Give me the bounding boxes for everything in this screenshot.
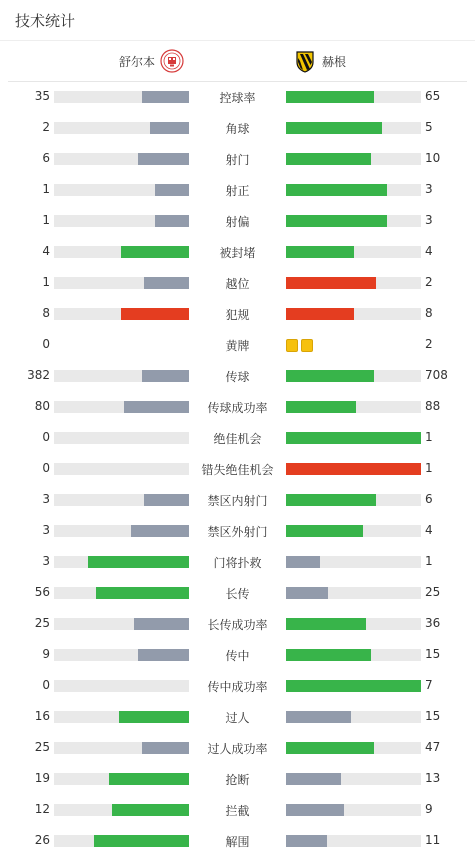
stat-label: 门将扑救 <box>213 556 262 570</box>
away-stat-bar <box>286 153 421 165</box>
home-stat-bar <box>54 401 189 413</box>
away-stat-bar <box>286 525 421 537</box>
home-stat-bar <box>54 711 189 723</box>
home-stat-value: 56 <box>34 585 50 599</box>
home-stat-value: 3 <box>42 554 50 568</box>
away-stat-bar-fill <box>286 463 421 475</box>
away-stat-value: 15 <box>425 647 441 661</box>
away-stat-bar <box>286 401 421 413</box>
stat-label: 传球成功率 <box>207 401 268 415</box>
home-stat-bar-fill <box>134 618 189 630</box>
home-stat-value: 12 <box>34 802 50 816</box>
home-stat-bar <box>54 587 189 599</box>
home-stat-value: 80 <box>34 399 50 413</box>
stat-label: 传中成功率 <box>207 680 268 694</box>
away-stat-value: 1 <box>425 461 433 475</box>
home-stat-bar-fill <box>121 308 189 320</box>
home-stat-bar <box>54 184 189 196</box>
away-stat-bar <box>286 122 421 134</box>
stat-label: 射正 <box>225 184 250 198</box>
away-stat-bar-fill <box>286 587 328 599</box>
stat-row <box>0 609 475 640</box>
stat-label: 绝佳机会 <box>213 432 262 446</box>
away-stat-value: 1 <box>425 430 433 444</box>
stat-label: 传中 <box>225 649 250 663</box>
home-stat-bar <box>54 649 189 661</box>
away-stat-value: 3 <box>425 182 433 196</box>
away-stat-bar <box>286 804 421 816</box>
away-stat-bar-fill <box>286 308 354 320</box>
stat-label: 长传成功率 <box>207 618 268 632</box>
away-yellow-cards <box>286 339 313 352</box>
away-stat-bar-fill <box>286 370 374 382</box>
away-stat-bar-fill <box>286 401 356 413</box>
home-stat-value: 19 <box>34 771 50 785</box>
home-stat-bar <box>54 463 189 475</box>
home-stat-bar-fill <box>144 494 189 506</box>
away-stat-value: 3 <box>425 213 433 227</box>
home-stat-bar-fill <box>138 649 189 661</box>
home-stat-bar <box>54 742 189 754</box>
away-stat-value: 47 <box>425 740 441 754</box>
home-stat-value: 0 <box>42 678 50 692</box>
away-stat-bar-fill <box>286 556 320 568</box>
home-stat-bar-fill <box>119 711 189 723</box>
home-stat-bar-fill <box>142 370 189 382</box>
away-stat-value: 708 <box>425 368 448 382</box>
away-stat-bar <box>286 184 421 196</box>
home-stat-value: 26 <box>34 833 50 847</box>
away-stat-bar-fill <box>286 184 387 196</box>
home-stat-bar-fill <box>142 91 189 103</box>
stat-label: 抢断 <box>225 773 250 787</box>
home-stat-bar <box>54 494 189 506</box>
away-stat-bar-fill <box>286 711 351 723</box>
away-stat-bar-fill <box>286 122 382 134</box>
stat-row <box>0 392 475 423</box>
away-stat-bar-fill <box>286 835 327 847</box>
away-stat-bar <box>286 773 421 785</box>
home-stat-value: 16 <box>34 709 50 723</box>
home-stat-bar <box>54 680 189 692</box>
home-stat-bar-fill <box>150 122 189 134</box>
home-stat-bar <box>54 122 189 134</box>
stat-label: 被封堵 <box>219 246 256 260</box>
away-stat-value: 88 <box>425 399 441 413</box>
home-stat-value: 2 <box>42 120 50 134</box>
away-stat-value: 25 <box>425 585 441 599</box>
away-stat-bar <box>286 742 421 754</box>
stat-label: 长传 <box>225 587 250 601</box>
home-stat-value: 1 <box>42 182 50 196</box>
stat-label: 拦截 <box>225 804 250 818</box>
stat-row <box>0 671 475 702</box>
away-stat-value: 5 <box>425 120 433 134</box>
away-stat-value: 6 <box>425 492 433 506</box>
teams-header <box>8 41 467 82</box>
stat-row <box>0 516 475 547</box>
home-stat-value: 0 <box>42 461 50 475</box>
home-stat-value: 382 <box>27 368 50 382</box>
stat-label: 射门 <box>225 153 250 167</box>
away-stat-bar <box>286 494 421 506</box>
stat-row <box>0 330 475 361</box>
away-stat-value: 9 <box>425 802 433 816</box>
stat-row <box>0 206 475 237</box>
stat-row <box>0 113 475 144</box>
home-stat-bar <box>54 277 189 289</box>
away-stat-bar-fill <box>286 742 374 754</box>
stat-row <box>0 733 475 764</box>
stat-row <box>0 547 475 578</box>
home-stat-value: 35 <box>34 89 50 103</box>
home-stat-bar-fill <box>112 804 189 816</box>
stat-row <box>0 175 475 206</box>
stat-label: 禁区外射门 <box>207 525 268 539</box>
away-stat-bar <box>286 618 421 630</box>
home-stat-bar <box>54 556 189 568</box>
stat-row <box>0 454 475 485</box>
stats-list <box>0 82 475 857</box>
home-stat-bar-fill <box>96 587 189 599</box>
home-stat-value: 6 <box>42 151 50 165</box>
stat-label: 犯规 <box>225 308 250 322</box>
home-stat-bar <box>54 432 189 444</box>
stat-row <box>0 826 475 857</box>
home-stat-bar <box>54 153 189 165</box>
yellow-card-icon <box>286 339 298 352</box>
away-stat-value: 2 <box>425 337 433 351</box>
away-stat-value: 7 <box>425 678 433 692</box>
home-stat-value: 3 <box>42 492 50 506</box>
stat-row <box>0 82 475 113</box>
home-stat-bar <box>54 525 189 537</box>
home-stat-bar <box>54 835 189 847</box>
home-stat-bar-fill <box>144 277 189 289</box>
page-title: 技术统计 <box>15 11 76 30</box>
home-stat-bar-fill <box>131 525 189 537</box>
stat-row <box>0 485 475 516</box>
away-team-crest-icon <box>293 49 317 73</box>
away-stat-value: 11 <box>425 833 441 847</box>
away-stat-bar <box>286 246 421 258</box>
away-stat-bar-fill <box>286 804 344 816</box>
home-stat-bar-fill <box>88 556 189 568</box>
stat-row <box>0 423 475 454</box>
home-stat-bar-fill <box>109 773 189 785</box>
stat-label: 解围 <box>225 835 250 849</box>
away-team-name: 赫根 <box>322 54 347 69</box>
home-team-crest-icon <box>160 49 184 73</box>
stat-row <box>0 299 475 330</box>
home-stat-bar-fill <box>155 215 189 227</box>
home-stat-value: 4 <box>42 244 50 258</box>
home-stat-bar <box>54 773 189 785</box>
stat-row <box>0 578 475 609</box>
away-stat-bar-fill <box>286 494 376 506</box>
away-stat-value: 10 <box>425 151 441 165</box>
home-stat-value: 0 <box>42 337 50 351</box>
away-stat-bar <box>286 835 421 847</box>
home-stat-bar-fill <box>121 246 189 258</box>
away-stat-bar-fill <box>286 91 374 103</box>
away-stat-bar <box>286 711 421 723</box>
away-stat-bar <box>286 463 421 475</box>
home-team-name: 舒尔本 <box>118 54 155 69</box>
away-stat-bar <box>286 277 421 289</box>
away-stat-value: 13 <box>425 771 441 785</box>
stat-label: 传球 <box>225 370 250 384</box>
away-stat-bar-fill <box>286 432 421 444</box>
home-stat-bar <box>54 804 189 816</box>
stat-label: 控球率 <box>219 91 256 105</box>
away-stat-value: 15 <box>425 709 441 723</box>
stat-row <box>0 795 475 826</box>
away-stat-value: 36 <box>425 616 441 630</box>
stat-row <box>0 268 475 299</box>
stat-row <box>0 361 475 392</box>
away-stat-bar-fill <box>286 525 363 537</box>
home-stat-bar-fill <box>94 835 189 847</box>
away-stat-bar-fill <box>286 153 371 165</box>
away-stat-value: 1 <box>425 554 433 568</box>
home-stat-value: 25 <box>34 740 50 754</box>
home-team[interactable] <box>119 49 184 73</box>
away-team[interactable] <box>293 49 346 73</box>
stat-label: 禁区内射门 <box>207 494 268 508</box>
stat-label: 角球 <box>225 122 250 136</box>
away-stat-value: 65 <box>425 89 441 103</box>
home-stat-value: 9 <box>42 647 50 661</box>
away-stat-value: 8 <box>425 306 433 320</box>
stat-label: 黄牌 <box>225 339 250 353</box>
home-stat-bar <box>54 215 189 227</box>
home-stat-bar <box>54 618 189 630</box>
away-stat-bar-fill <box>286 246 354 258</box>
away-stat-bar <box>286 649 421 661</box>
away-stat-value: 2 <box>425 275 433 289</box>
stat-row <box>0 237 475 268</box>
home-stat-bar-fill <box>155 184 189 196</box>
home-stat-value: 0 <box>42 430 50 444</box>
home-stat-bar <box>54 91 189 103</box>
stat-row <box>0 640 475 671</box>
away-stat-bar <box>286 587 421 599</box>
stat-label: 过人 <box>225 711 250 725</box>
home-stat-value: 1 <box>42 275 50 289</box>
home-stat-bar <box>54 246 189 258</box>
home-stat-value: 3 <box>42 523 50 537</box>
away-stat-bar <box>286 215 421 227</box>
header <box>0 0 475 41</box>
home-stat-value: 25 <box>34 616 50 630</box>
stat-row <box>0 702 475 733</box>
home-stat-bar <box>54 308 189 320</box>
yellow-card-icon <box>301 339 313 352</box>
home-stat-value: 1 <box>42 213 50 227</box>
home-stat-bar-fill <box>124 401 189 413</box>
home-stat-bar-fill <box>138 153 189 165</box>
away-stat-bar-fill <box>286 215 387 227</box>
stat-row <box>0 144 475 175</box>
stat-label: 过人成功率 <box>207 742 268 756</box>
away-stat-value: 4 <box>425 244 433 258</box>
away-stat-bar-fill <box>286 773 341 785</box>
away-stat-value: 4 <box>425 523 433 537</box>
away-stat-bar-fill <box>286 618 366 630</box>
away-stat-bar-fill <box>286 649 371 661</box>
away-stat-bar <box>286 91 421 103</box>
home-stat-bar-fill <box>142 742 189 754</box>
away-stat-bar-fill <box>286 277 376 289</box>
away-stat-bar <box>286 680 421 692</box>
stat-label: 越位 <box>225 277 250 291</box>
stat-label: 射偏 <box>225 215 250 229</box>
away-stat-bar <box>286 432 421 444</box>
away-stat-bar <box>286 308 421 320</box>
away-stat-bar <box>286 370 421 382</box>
away-stat-bar-fill <box>286 680 421 692</box>
home-stat-value: 8 <box>42 306 50 320</box>
stat-row <box>0 764 475 795</box>
away-stat-bar <box>286 556 421 568</box>
stat-label: 错失绝佳机会 <box>201 463 274 477</box>
home-stat-bar <box>54 370 189 382</box>
